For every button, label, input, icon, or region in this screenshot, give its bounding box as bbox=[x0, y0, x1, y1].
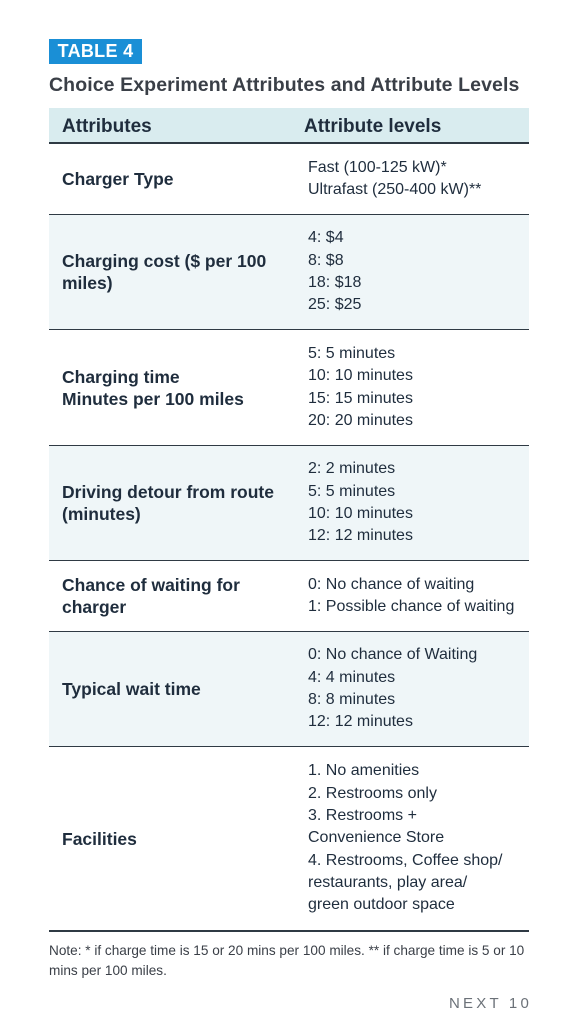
attribute-level: 12: 12 minutes bbox=[308, 527, 413, 545]
attribute-level: Fast (100-125 kW)* bbox=[308, 158, 447, 176]
table-row bbox=[49, 446, 529, 561]
table-row bbox=[49, 215, 529, 330]
attribute-level: 1. No amenities bbox=[308, 762, 420, 780]
attribute-cell: Charger Type bbox=[62, 169, 174, 189]
attribute-level: Convenience Store bbox=[308, 829, 445, 847]
levels-cell bbox=[308, 157, 529, 202]
attributes-table bbox=[49, 108, 529, 932]
table-note: Note: * if charge time is 15 or 20 mins per 100 miles. ** if charge time is 5 or 10 mins per 100 miles. bbox=[49, 943, 525, 978]
table-row bbox=[49, 747, 529, 930]
attribute-level: 2: 2 minutes bbox=[308, 460, 396, 478]
attribute-level: 0: No chance of waiting bbox=[308, 575, 475, 593]
table-row bbox=[49, 330, 529, 446]
table-header bbox=[49, 108, 529, 144]
attribute-level: 1: Possible chance of waiting bbox=[308, 598, 515, 615]
table-row bbox=[49, 632, 529, 747]
header-attributes: Attributes bbox=[62, 116, 152, 137]
attribute-level: 4: 4 minutes bbox=[308, 668, 396, 686]
attribute-level: 10: 10 minutes bbox=[308, 367, 413, 385]
attribute-level: 0: No chance of Waiting bbox=[308, 646, 478, 664]
levels-cell bbox=[308, 760, 529, 916]
attribute-level: green outdoor space bbox=[308, 896, 455, 914]
table-badge: TABLE 4 bbox=[49, 39, 142, 64]
attribute-level: 10: 10 minutes bbox=[308, 505, 413, 522]
attribute-cell: Charging time Minutes per 100 miles bbox=[62, 366, 244, 409]
attribute-cell: Facilities bbox=[62, 828, 137, 849]
attribute-level: 18: $18 bbox=[308, 274, 362, 291]
attribute-level: 15: 15 minutes bbox=[308, 389, 413, 407]
attribute-level: 25: $25 bbox=[308, 296, 362, 314]
table-row bbox=[49, 144, 529, 215]
attribute-cell: Charging cost ($ per 100 miles) bbox=[62, 251, 267, 293]
attribute-cell: Chance of waiting for charger bbox=[62, 575, 240, 617]
header-attribute-levels: Attribute levels bbox=[304, 116, 442, 137]
attribute-level: 5: 5 minutes bbox=[308, 344, 396, 362]
levels-cell bbox=[308, 574, 529, 619]
attribute-level: Ultrafast (250-400 kW)** bbox=[308, 181, 482, 198]
attribute-level: 8: 8 minutes bbox=[308, 691, 396, 708]
attribute-level: 2. Restrooms only bbox=[308, 784, 437, 802]
attribute-level: 4. Restrooms, Coffee shop/ bbox=[308, 851, 503, 869]
attribute-level: 3. Restrooms + bbox=[308, 807, 417, 825]
attribute-level: 8: $8 bbox=[308, 251, 344, 269]
attribute-level: 20: 20 minutes bbox=[308, 411, 413, 429]
attribute-level: restaurants, play area/ bbox=[308, 873, 468, 891]
attribute-level: 5: 5 minutes bbox=[308, 482, 396, 500]
table-row bbox=[49, 561, 529, 632]
attribute-level: 4: $4 bbox=[308, 229, 344, 247]
footer-brand: NEXT 10 bbox=[449, 995, 532, 1012]
levels-cell bbox=[308, 458, 529, 547]
table-title: Choice Experiment Attributes and Attribute Levels bbox=[49, 74, 520, 96]
levels-cell bbox=[308, 227, 529, 316]
attribute-cell: Typical wait time bbox=[62, 679, 201, 699]
levels-cell bbox=[308, 644, 529, 733]
attribute-cell: Driving detour from route (minutes) bbox=[62, 482, 274, 524]
table-body bbox=[49, 144, 529, 930]
levels-cell bbox=[308, 343, 529, 432]
attribute-level: 12: 12 minutes bbox=[308, 713, 413, 731]
